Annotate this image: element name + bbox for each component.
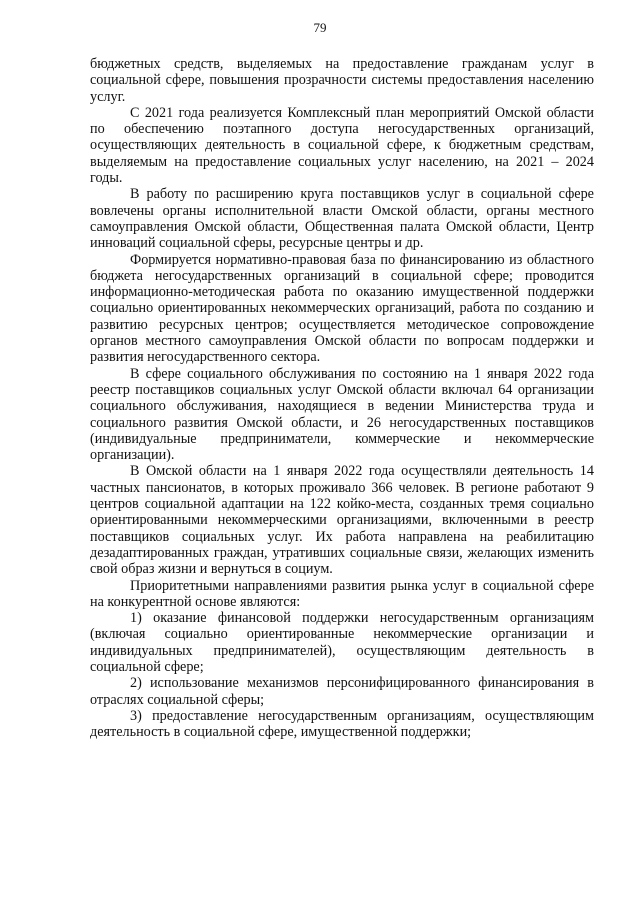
body-text — [90, 56, 594, 740]
paragraph-comprehensive-plan: С 2021 года реализуется Комплексный план мероприятий Омской области по обеспечению поэтапного доступа негосударственных организаций, осуществляющих деятельность в социальной сфере, к бюджетным средствам, выделяемым на предоставление социальных услуг населению, на 2021 – 2024 годы. — [90, 104, 594, 187]
page-number: 79 — [313, 20, 327, 35]
list-item-2: 2) использование механизмов персонифицированного финансирования в отраслях социальной сферы; — [90, 675, 594, 708]
paragraph-involved-bodies: В работу по расширению круга поставщиков услуг в социальной сфере вовлечены органы исполнительной власти Омской области, органы местного самоуправления Омской области, Общественная палата Омской области, Центр инноваций социальной сферы, ресурсные центры и др. — [90, 186, 594, 252]
paragraph-continuation: бюджетных средств, выделяемых на предоставление гражданам услуг в социальной сфере, повышения прозрачности системы предоставления населению услуг. — [90, 56, 594, 105]
paragraph-social-services-registry: В сфере социального обслуживания по состоянию на 1 января 2022 года реестр поставщиков социальных услуг Омской области включал 64 организации социального обслуживания, находящиеся в ведении Министерства труда и социального развития Омской области, и 26 негосударственных поставщиков (индивидуальные предприниматели, коммерческие и некоммерческие организации). — [90, 365, 594, 464]
paragraph-private-boarding-houses: В Омской области на 1 января 2022 года осуществляли деятельность 14 частных пансионатов, в которых проживало 366 человек. В регионе работают 9 центров социальной адаптации на 122 койко-места, созданных тремя социально ориентированными некоммерческими организациями, включенными в реестр поставщиков социальных услуг. Их работа направлена на реабилитацию дезадаптированных граждан, утративших социальные связи, желающих изменить свой образ жизни и вернуться в социум. — [90, 463, 594, 578]
paragraph-priority-directions: Приоритетными направлениями развития рынка услуг в социальной сфере на конкурентной основе являются: — [90, 577, 594, 610]
list-item-1: 1) оказание финансовой поддержки негосударственным организациям (включая социально ориентированные некоммерческие организации и индивидуальных предпринимателей), осуществляющим деятельность в социальной сфере; — [90, 610, 594, 675]
list-item-3: 3) предоставление негосударственным организациям, осуществляющим деятельность в социальной сфере, имущественной поддержки; — [90, 707, 594, 741]
paragraph-legal-base: Формируется нормативно-правовая база по финансированию из областного бюджета негосударственных организаций в социальной сфере; проводится информационно-методическая работа по оказанию имущественной поддержки социально ориентированных некоммерческих организаций, работа по созданию и развитию ресурсных центров; осуществляется методическое сопровождение органов местного самоуправления Омской области по вопросам поддержки и развития негосударственного сектора. — [90, 251, 594, 366]
